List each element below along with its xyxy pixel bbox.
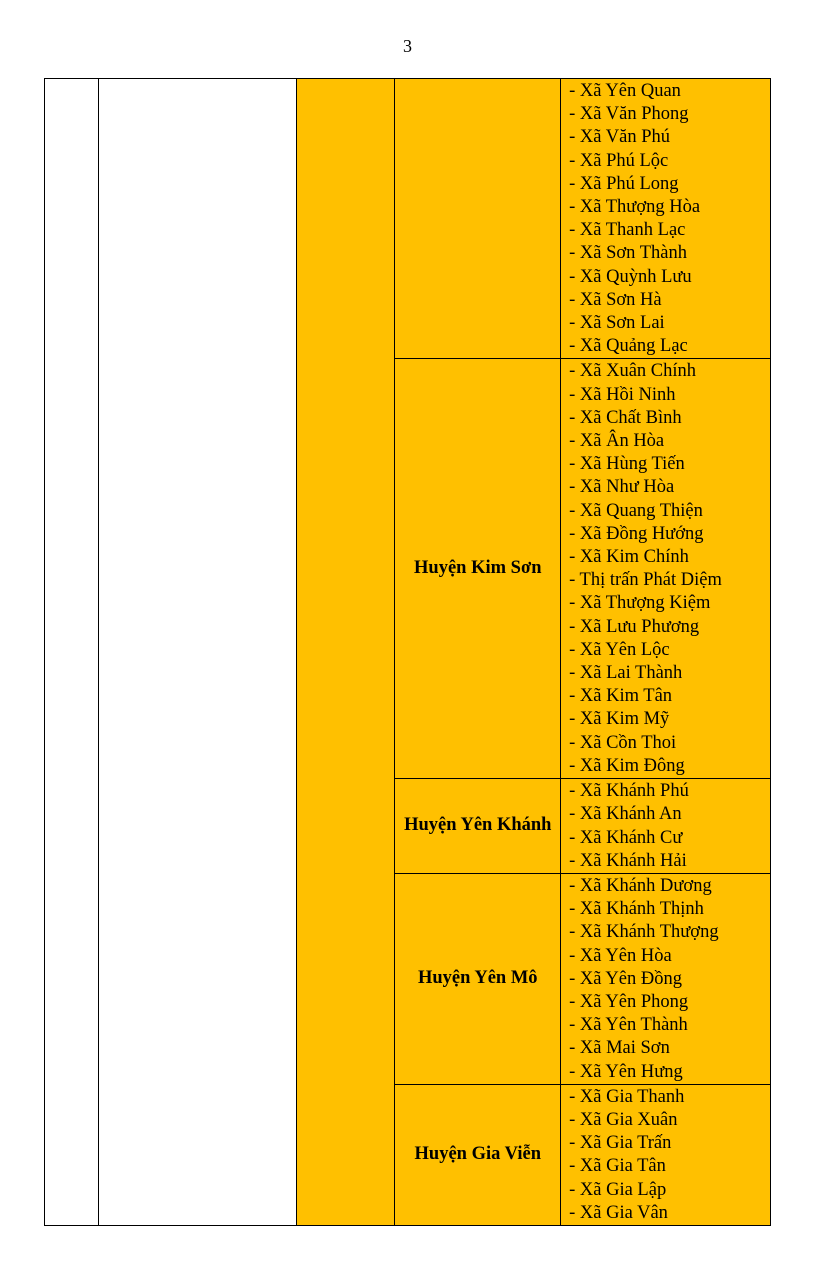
commune-item: - Xã Khánh Thịnh [569, 899, 704, 920]
commune-item: - Xã Kim Chính [569, 547, 689, 568]
page-number: 3 [403, 36, 412, 56]
commune-cell [561, 873, 771, 1084]
commune-item: - Xã Kim Đông [569, 755, 685, 776]
commune-item: - Xã Lai Thành [569, 663, 683, 684]
commune-item: - Xã Gia Thanh [569, 1086, 685, 1107]
commune-list [561, 779, 770, 873]
province-cell [99, 79, 297, 1226]
commune-list [561, 79, 770, 358]
commune-item: - Xã Gia Tân [569, 1156, 666, 1177]
commune-cell [561, 359, 771, 779]
district-cell [395, 79, 561, 359]
commune-cell [561, 1084, 771, 1225]
commune-item: - Xã Gia Xuân [569, 1109, 678, 1130]
commune-item: - Xã Xuân Chính [569, 361, 697, 382]
commune-item: - Xã Đồng Hướng [569, 523, 704, 544]
commune-item: - Xã Yên Đồng [569, 968, 682, 989]
commune-item: - Xã Thượng Kiệm [569, 593, 711, 614]
commune-item: - Xã Sơn Thành [569, 243, 687, 264]
index-cell [45, 79, 99, 1226]
commune-item: - Xã Yên Lộc [569, 639, 670, 660]
district-cell: Huyện Gia Viễn [395, 1084, 561, 1225]
commune-item: - Xã Khánh Dương [569, 875, 712, 896]
category-cell [297, 79, 395, 1226]
commune-item: - Xã Lưu Phương [569, 616, 700, 637]
commune-list [561, 1085, 770, 1225]
commune-item: - Xã Gia Lập [569, 1179, 667, 1200]
table-row [45, 79, 771, 359]
commune-item: - Xã Quảng Lạc [569, 336, 688, 357]
commune-item: - Xã Yên Phong [569, 991, 689, 1012]
commune-item: - Xã Quang Thiện [569, 500, 703, 521]
commune-item: - Xã Văn Phú [569, 127, 670, 148]
commune-item: - Xã Kim Tân [569, 686, 673, 707]
commune-item: - Xã Hồi Ninh [569, 384, 676, 405]
commune-item: - Xã Hùng Tiến [569, 454, 685, 475]
commune-item: - Xã Khánh Cư [569, 827, 683, 848]
commune-item: - Xã Khánh Thượng [569, 922, 719, 943]
commune-list [561, 874, 770, 1084]
commune-list [561, 359, 770, 778]
commune-item: - Xã Cồn Thoi [569, 732, 677, 753]
commune-item: - Xã Khánh Phú [569, 781, 689, 802]
commune-item: - Xã Mai Sơn [569, 1038, 670, 1059]
commune-item: - Xã Yên Quan [569, 81, 681, 101]
commune-item: - Xã Như Hòa [569, 477, 675, 498]
commune-item: - Xã Sơn Hà [569, 289, 662, 310]
commune-item: - Xã Gia Trấn [569, 1133, 672, 1154]
commune-item: - Xã Thượng Hòa [569, 197, 701, 218]
district-cell: Huyện Yên Mô [395, 873, 561, 1084]
commune-item: - Xã Khánh Hải [569, 850, 687, 871]
commune-cell [561, 79, 771, 359]
commune-item: - Xã Sơn Lai [569, 313, 665, 334]
district-cell: Huyện Yên Khánh [395, 779, 561, 874]
commune-item: - Thị trấn Phát Diệm [569, 570, 722, 591]
commune-item: - Xã Chất Bình [569, 407, 682, 428]
commune-item: - Xã Yên Thành [569, 1015, 688, 1036]
commune-item: - Xã Yên Hưng [569, 1061, 683, 1082]
commune-item: - Xã Khánh An [569, 804, 682, 825]
commune-item: - Xã Thanh Lạc [569, 220, 686, 241]
commune-item: - Xã Quỳnh Lưu [569, 266, 692, 287]
commune-item: - Xã Kim Mỹ [569, 709, 670, 730]
commune-item: - Xã Ân Hòa [569, 431, 665, 452]
commune-item: - Xã Phú Lộc [569, 150, 669, 171]
commune-item: - Xã Yên Hòa [569, 945, 672, 966]
commune-cell [561, 779, 771, 874]
commune-item: - Xã Phú Long [569, 173, 679, 194]
district-cell: Huyện Kim Sơn [395, 359, 561, 779]
commune-item: - Xã Văn Phong [569, 104, 689, 125]
commune-item: - Xã Gia Vân [569, 1202, 668, 1223]
commune-table [44, 78, 771, 1226]
